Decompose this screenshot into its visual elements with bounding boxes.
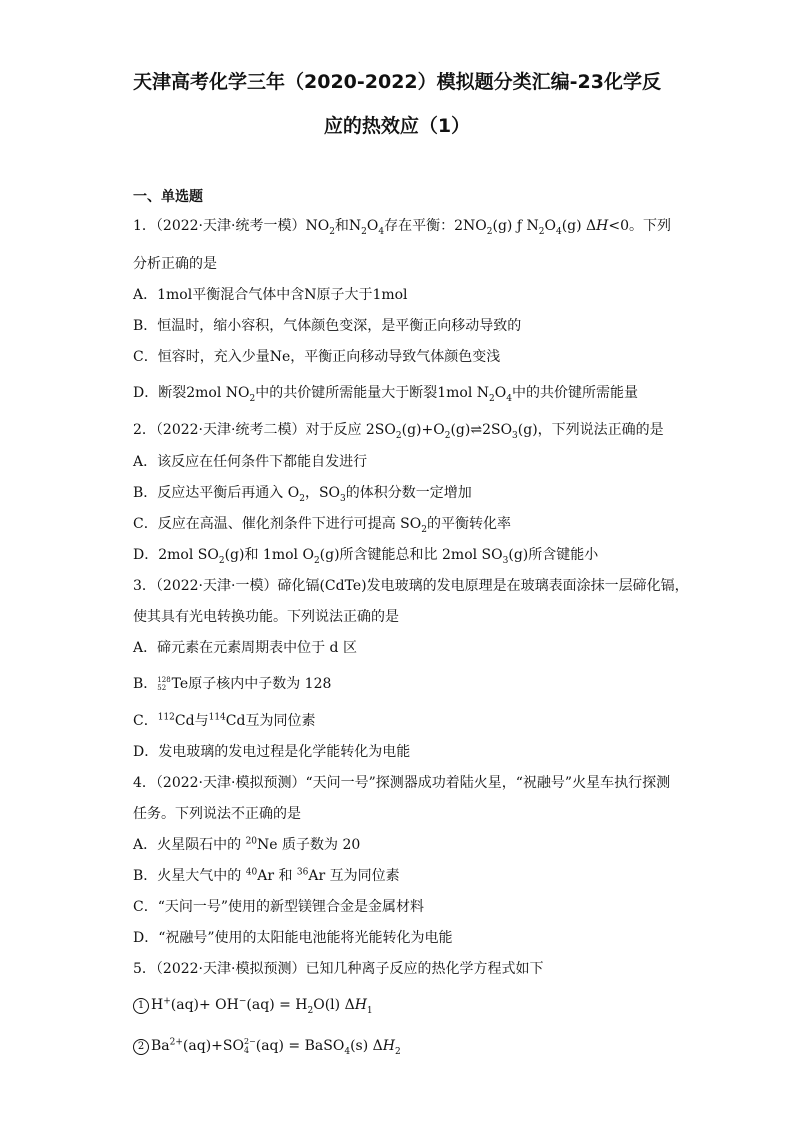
te-isotope-notation: 128 52: [157, 676, 171, 692]
q3-option-a: A．碲元素在元素周期表中位于 d 区: [133, 640, 357, 656]
circled-number-1: 1: [133, 998, 149, 1014]
q1-option-b: B．恒温时，缩小容积，气体颜色变深，是平衡正向移动导致的: [133, 318, 522, 334]
q3-option-c: C．$^{112}$Cd与$^{114}$Cd互为同位素: [133, 712, 316, 729]
q1-option-a: A．1mol平衡混合气体中含N原子大于1mol: [133, 287, 408, 303]
q4-option-d: D．“祝融号”使用的太阳能电池能将光能转化为电能: [133, 930, 453, 946]
q1-stem-line-2: 分析正确的是: [133, 256, 217, 272]
q2-stem: 2．（2022·天津·统考二模）对于反应 $2SO_2(g)+O_2(g)\rightleftharpoons 2SO_3(g)$，下列说法正确的是: [133, 422, 664, 441]
q4-stem-line-2: 任务。下列说法不正确的是: [133, 806, 301, 822]
q2-option-b: B．反应达平衡后再通入 $O_2$，$SO_3$的体积分数一定增加: [133, 485, 472, 504]
q3-stem-line-2: 使其具有光电转换功能。下列说法正确的是: [133, 609, 399, 625]
q5-equation-2: 2 $Ba^{2+}(aq)+SO$ 2− 4 (aq) = BaSO$_4$(s) $\Delta H_2$: [133, 1036, 673, 1056]
q1-stem: 1．（2022·天津·统考一模）$NO_2$和$N_2O_4$存在平衡：$2NO_2(g)$ ƒ $N_2O_4(g)$ ΔH<0。下列: [133, 218, 671, 237]
document-title-line-2: 应的热效应（1）: [323, 115, 471, 137]
q3-option-d: D．发电玻璃的发电过程是化学能转化为电能: [133, 744, 411, 760]
q1-option-d: D．断裂2mol $NO_2$中的共价键所需能量大于断裂1mol $N_2O_4$中的共价键所需能量: [133, 385, 638, 404]
document-title-line-1: 天津高考化学三年（2020-2022）模拟题分类汇编-23化学反: [133, 71, 661, 93]
q3-option-b: B． 128 52 Te原子核内中子数为 128: [133, 676, 332, 692]
q2-option-a: A．该反应在任何条件下都能自发进行: [133, 454, 368, 470]
q3-stem: 3．（2022·天津·一模）碲化镉(CdTe)发电玻璃的发电原理是在玻璃表面涂抹一层碲化镉，: [133, 578, 689, 594]
q5-equation-1: 1 $H^+(aq)+ OH^-(aq) = H_2O(l)$ $\Delta H_1$: [133, 995, 673, 1015]
q4-option-c: C．“天问一号”使用的新型镁锂合金是金属材料: [133, 899, 425, 915]
section-heading: 一、单选题: [133, 189, 203, 205]
q2-option-d: D．2mol $SO_2(g)$和 1mol $O_2(g)$所含键能总和比 2mol $SO_3(g)$所含键能小: [133, 547, 599, 566]
circled-number-2: 2: [133, 1039, 149, 1055]
q4-stem: 4．（2022·天津·模拟预测）“天问一号”探测器成功着陆火星，“祝融号”火星车执行探测: [133, 775, 671, 791]
q4-option-a: A．火星陨石中的 $^{20}$Ne 质子数为 20: [133, 836, 361, 853]
q2-option-c: C．反应在高温、催化剂条件下进行可提高 $SO_2$的平衡转化率: [133, 516, 511, 535]
q4-option-b: B．火星大气中的 $^{40}$Ar 和 $^{36}$Ar 互为同位素: [133, 867, 400, 884]
q1-option-c: C．恒容时，充入少量Ne，平衡正向移动导致气体颜色变浅: [133, 349, 501, 365]
q5-stem: 5．（2022·天津·模拟预测）已知几种离子反应的热化学方程式如下: [133, 961, 544, 977]
